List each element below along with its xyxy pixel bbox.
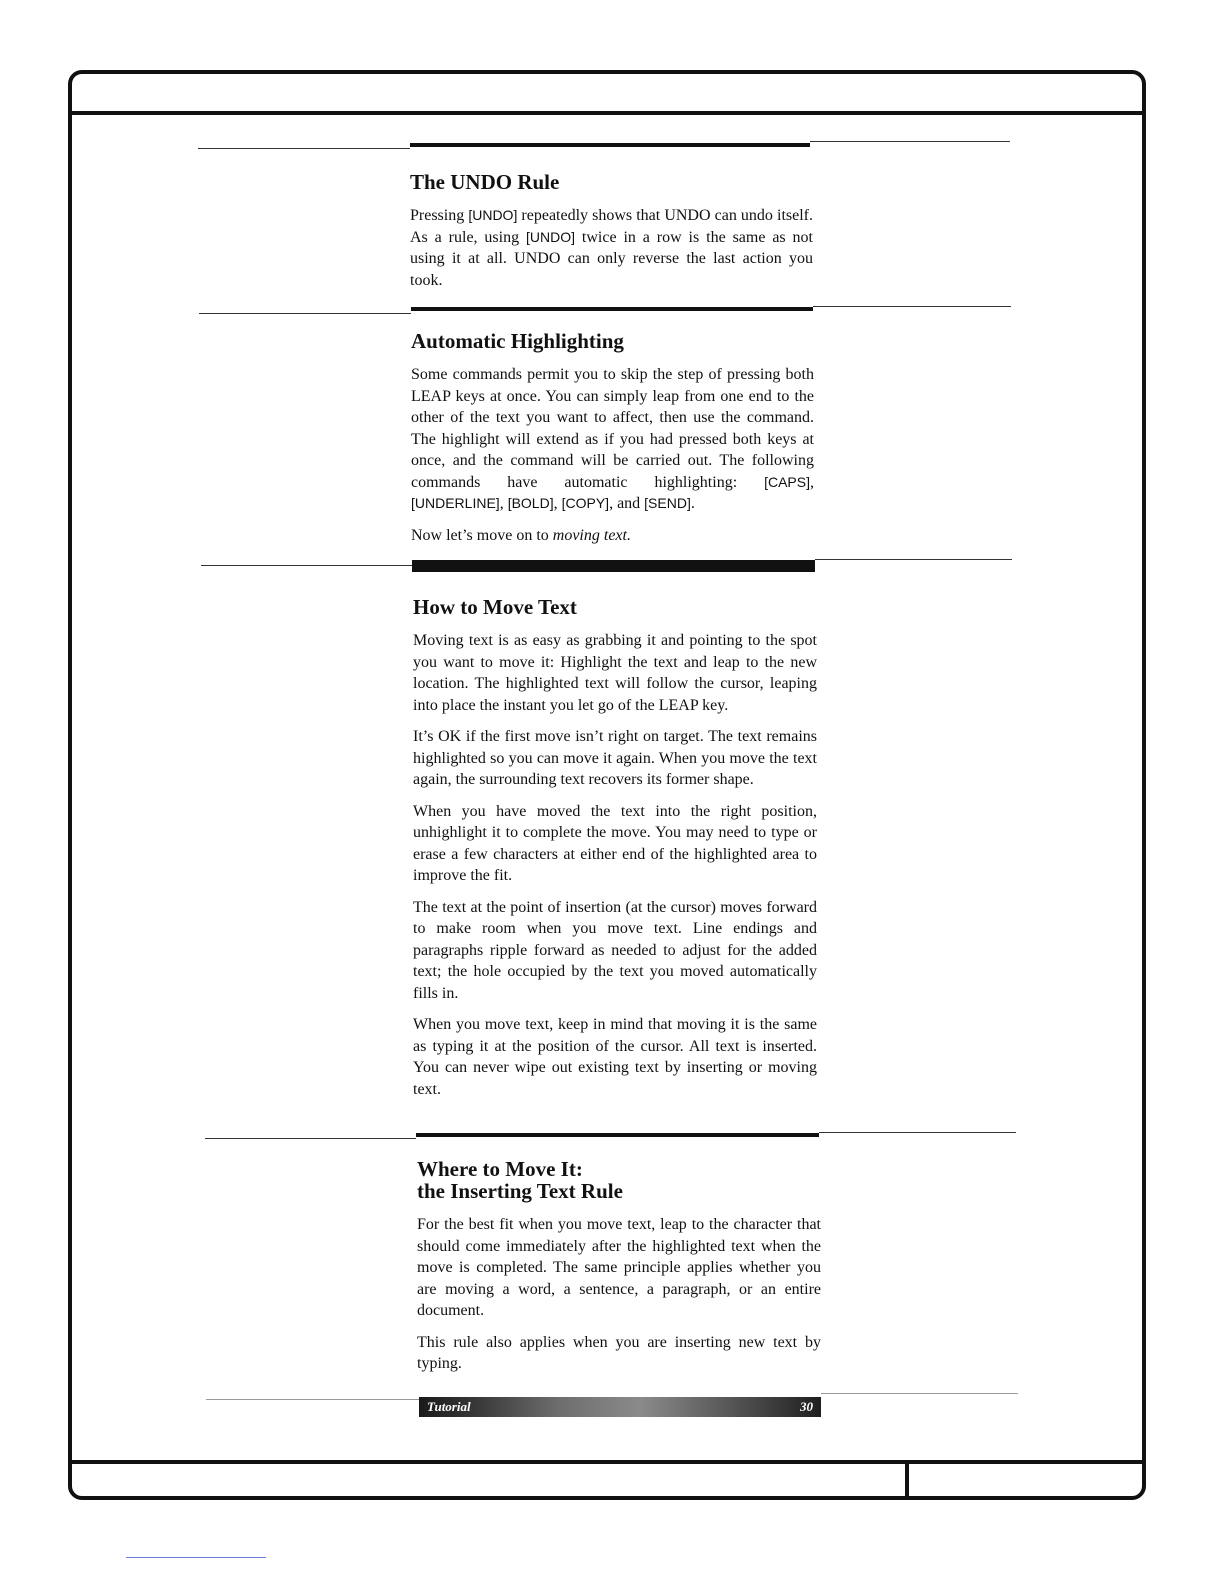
key-underline-label: [UNDERLINE] [411, 495, 500, 511]
section-heading: How to Move Text [413, 595, 577, 619]
section-rule-thin [819, 1132, 1016, 1133]
paragraph: Some commands permit you to skip the step of pressing both LEAP keys at once. You can simply leap from one end to the other of the text you want to affect, then use the command. The highlight will extend as if you had pressed both keys at once, and the command will be carried out. The following commands have automatic highlighting: [CAPS], [UNDERLINE], [BOLD], [COPY], and [SEND]. [411, 366, 814, 512]
key-copy-label: [COPY] [561, 495, 610, 511]
key-caps-label: [CAPS] [764, 473, 810, 490]
footer-rule-thin [821, 1393, 1018, 1394]
section-rule-thin [205, 1138, 416, 1139]
italic-term: moving text. [552, 526, 631, 544]
stray-underline [126, 1557, 266, 1558]
key-label: [UNDO] [468, 207, 518, 223]
key-label: [UNDO] [526, 228, 576, 245]
paragraph: Moving text is as easy as grabbing it and pointing to the spot you want to move it: Highlight the text and leap to the new location. The highlighted text will follow the cursor, leaping into place the instant you let go of the LEAP key. [413, 632, 817, 714]
footer-tab [419, 1397, 821, 1417]
page-number: 30 [800, 1399, 813, 1414]
section-rule-thick [412, 560, 815, 572]
section-heading [417, 1158, 821, 1202]
section-heading: The UNDO Rule [410, 170, 560, 194]
section-rule-thin [201, 565, 412, 566]
footer-section-label: Tutorial [427, 1399, 471, 1414]
paragraph: Pressing [UNDO] repeatedly shows that UNDO can undo itself. As a rule, using [UNDO] twice in a row is the same as not using it at all. UNDO can only reverse the last action you took. [410, 207, 813, 289]
section-rule-thick [416, 1133, 819, 1137]
paragraph: It’s OK if the first move isn’t right on target. The text remains highlighted so you can move it again. When you move the text again, the surrounding text recovers its former shape. [413, 728, 817, 788]
section-undo-rule [410, 171, 813, 301]
section-rule-thin [813, 306, 1011, 307]
section-rule-thick [411, 307, 813, 311]
frame-footer-vertical-divider [905, 1464, 909, 1496]
paragraph: When you move text, keep in mind that moving it is the same as typing it at the position of the cursor. All text is inserted. You can never wipe out existing text by inserting or moving text. [413, 1016, 817, 1098]
frame-footer-divider [72, 1460, 1142, 1464]
heading-line-1: Where to Move It: [417, 1157, 583, 1181]
section-how-to-move-text [413, 596, 817, 1110]
section-rule-thick [410, 143, 810, 147]
section-inserting-text-rule [417, 1158, 821, 1385]
paragraph: Now let’s move on to moving text. [411, 526, 631, 544]
section-automatic-highlighting [411, 330, 814, 556]
key-bold-label: [BOLD] [507, 495, 554, 511]
section-rule-thin [199, 313, 411, 314]
section-heading: Automatic Highlighting [411, 329, 624, 353]
paragraph: This rule also applies when you are inserting new text by typing. [417, 1333, 821, 1372]
paragraph: The text at the point of insertion (at the cursor) moves forward to make room when you move text. Line endings and paragraphs ripple forward as needed to adjust for the added text; the hole occupied by the text you moved automatically fills in. [413, 898, 817, 1002]
heading-line-2: the Inserting Text Rule [417, 1179, 623, 1203]
section-rule-thin [198, 148, 410, 149]
paragraph: When you have moved the text into the right position, unhighlight it to complete the move. You may need to type or erase a few characters at either end of the highlighted area to improve the fit. [413, 802, 817, 884]
key-send-label: [SEND] [644, 495, 691, 511]
paragraph: For the best fit when you move text, leap to the character that should come immediately after the highlighted text when the move is completed. The same principle applies whether you are moving a word, a sentence, a paragraph, or an entire document. [417, 1216, 821, 1319]
section-rule-thin [815, 559, 1012, 560]
frame-header-divider [72, 111, 1142, 115]
section-rule-thin [810, 141, 1010, 142]
footer-rule-thin [206, 1399, 419, 1400]
